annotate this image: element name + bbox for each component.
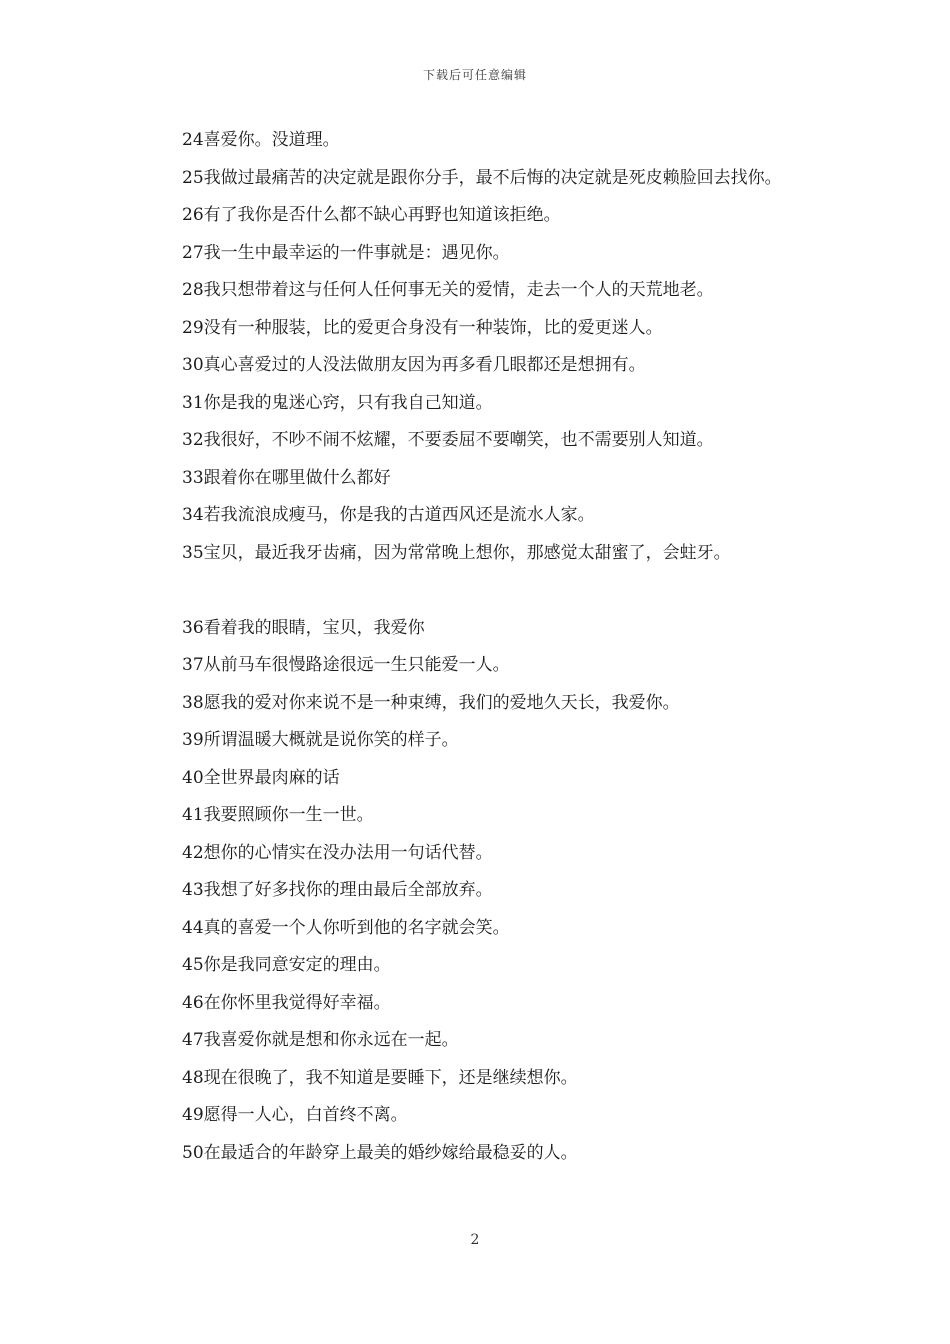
paragraph-31: 31你是我的鬼迷心窍，只有我自己知道。 (182, 392, 493, 413)
document-body (146, 122, 806, 1172)
paragraph-30: 30真心喜爱过的人没法做朋友因为再多看几眼都还是想拥有。 (182, 355, 646, 375)
paragraph-26: 26有了我你是否什么都不缺心再野也知道该拒绝。 (182, 205, 561, 225)
page-header: 下载后可任意编辑 (422, 68, 527, 82)
paragraph-49: 49愿得一人心，白首终不离。 (182, 1105, 408, 1125)
paragraph-44: 44真的喜爱一个人你听到他的名字就会笑。 (182, 917, 510, 938)
paragraph-32: 32我很好，不吵不闹不炫耀，不要委屈不要嘲笑，也不需要别人知道。 (182, 430, 714, 450)
paragraph-34: 34若我流浪成瘦马，你是我的古道西风还是流水人家。 (182, 505, 595, 525)
blank-line (146, 572, 806, 610)
paragraph-41: 41我要照顾你一生一世。 (182, 805, 374, 825)
paragraph-25: 25我做过最痛苦的决定就是跟你分手，最不后悔的决定就是死皮赖脸回去找你。 (182, 167, 782, 188)
paragraph-38: 38愿我的爱对你来说不是一种束缚，我们的爱地久天长，我爱你。 (182, 692, 680, 713)
paragraph-36: 36看着我的眼睛，宝贝，我爱你 (182, 617, 425, 638)
paragraph-29: 29没有一种服装，比的爱更合身没有一种装饰，比的爱更迷人。 (182, 317, 663, 338)
paragraph-45: 45你是我同意安定的理由。 (182, 955, 391, 975)
paragraph-35: 35宝贝，最近我牙齿痛，因为常常晚上想你，那感觉太甜蜜了，会蛀牙。 (182, 542, 731, 563)
paragraph-47: 47我喜爱你就是想和你永远在一起。 (182, 1030, 459, 1050)
page-number: 2 (470, 1232, 480, 1248)
paragraph-39: 39所谓温暖大概就是说你笑的样子。 (182, 730, 459, 750)
paragraph-43: 43我想了好多找你的理由最后全部放弃。 (182, 880, 493, 900)
paragraph-50: 50在最适合的年龄穿上最美的婚纱嫁给最稳妥的人。 (182, 1142, 578, 1163)
paragraph-33: 33跟着你在哪里做什么都好 (182, 467, 391, 488)
paragraph-37: 37从前马车很慢路途很远一生只能爱一人。 (182, 655, 510, 675)
paragraph-46: 46在你怀里我觉得好幸福。 (182, 992, 391, 1013)
paragraph-27: 27我一生中最幸运的一件事就是：遇见你。 (182, 242, 510, 263)
paragraph-42: 42想你的心情实在没办法用一句话代替。 (182, 842, 493, 863)
paragraph-40: 40全世界最肉麻的话 (182, 767, 340, 788)
paragraph-48: 48现在很晚了，我不知道是要睡下，还是继续想你。 (182, 1067, 578, 1088)
paragraph-28: 28我只想带着这与任何人任何事无关的爱情，走去一个人的天荒地老。 (182, 280, 714, 300)
paragraph-24: 24喜爱你。没道理。 (182, 130, 340, 150)
